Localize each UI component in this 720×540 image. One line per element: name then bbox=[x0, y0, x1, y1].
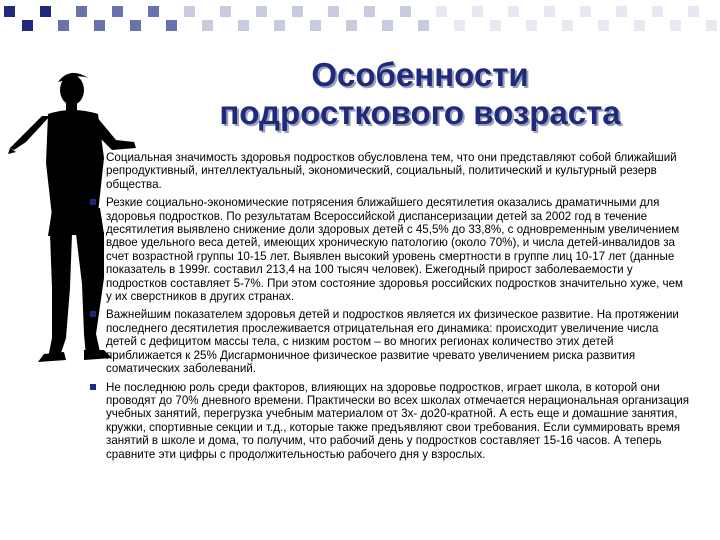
header-square bbox=[346, 20, 357, 31]
header-square bbox=[274, 20, 285, 31]
header-square bbox=[706, 20, 717, 31]
header-square bbox=[490, 20, 501, 31]
header-square bbox=[202, 20, 213, 31]
header-square bbox=[652, 6, 663, 17]
square-bullet-icon bbox=[90, 199, 96, 205]
header-square bbox=[148, 6, 159, 17]
paragraph-text: Важнейшим показателем здоровья детей и подростков является их физическое развитие. На протяжении последнего десятилетия прослеживается отрицательная его динамика: происходит увеличение числа детей с дефицитом массы тела, с низким ростом – во многих регионах количество этих детей приближается к 25% Дисгармоничное физическое развитие чревато увеличением риска развития соматических заболеваний. bbox=[106, 308, 679, 376]
header-square bbox=[40, 6, 51, 17]
header-square bbox=[454, 20, 465, 31]
body-paragraph bbox=[86, 308, 692, 375]
header-square bbox=[166, 20, 177, 31]
header-square bbox=[58, 20, 69, 31]
header-square bbox=[256, 6, 267, 17]
header-square bbox=[472, 6, 483, 17]
header-square bbox=[526, 20, 537, 31]
title-line-2: подросткового возраста bbox=[219, 94, 621, 131]
paragraph-text: Резкие социально-экономические потрясения ближайшего десятилетия оказались драматичными для здоровья подростков. По результатам Всероссийской диспансеризации детей за 2002 год в течение десятилетия выявлено снижение доли здоровых детей с 45,5% до 33,8%, с одновременным увеличением вдвое удельного веса детей, имеющих хроническую патологию (около 70%), и числа детей-инвалидов за счет возрастной группы 10-15 лет. Выявлен высокий уровень смертности в группе лиц 10-17 лет (данные показатель в 1999г. составил 213,4 на 100 тысяч человек). Ежегодный прирост заболеваемости у подростков составляет 5-7%. При этом состояние здоровья российских подростков значительно хуже, чем у их сверстников в других странах. bbox=[106, 196, 684, 304]
header-square bbox=[220, 6, 231, 17]
header-square bbox=[382, 20, 393, 31]
decorative-header-bar bbox=[0, 0, 720, 40]
header-square bbox=[598, 20, 609, 31]
header-square bbox=[94, 20, 105, 31]
body-paragraph bbox=[86, 196, 692, 303]
header-square bbox=[76, 6, 87, 17]
header-square bbox=[364, 6, 375, 17]
header-square bbox=[112, 6, 123, 17]
header-square bbox=[292, 6, 303, 17]
body-text bbox=[86, 151, 692, 466]
header-square bbox=[400, 6, 411, 17]
paragraph-text: Не последнюю роль среди факторов, влияющих на здоровье подростков, играет школа, в которой они проводят до 70% дневного времени. Практически во всех школах отмечается нерациональная организация учебных занятий, перегрузка учебным материалом от 3х- до20-кратной. А есть еще и домашние занятия, кружки, спортивные секции и т.д., которые также предъявляют свои требования. Если суммировать время занятий в школе и дома, то получим, что рабочий день у подростков составляет 15-16 часов. А теперь сравните эти цифры с продолжительностью рабочего дня у взрослых. bbox=[106, 380, 690, 461]
title-line-1: Особенности bbox=[311, 56, 529, 93]
slide-title bbox=[170, 56, 670, 132]
header-square bbox=[634, 20, 645, 31]
header-square bbox=[328, 6, 339, 17]
header-square bbox=[310, 20, 321, 31]
header-square bbox=[130, 20, 141, 31]
header-square bbox=[616, 6, 627, 17]
paragraph-text: Социальная значимость здоровья подростков обусловлена тем, что они представляют собой ближайший репродуктивный, интеллектуальный, экономический, социальный, политический и культурный резерв общества. bbox=[106, 151, 677, 191]
square-bullet-icon bbox=[90, 311, 96, 317]
header-square bbox=[184, 6, 195, 17]
header-square bbox=[670, 20, 681, 31]
body-paragraph bbox=[86, 381, 692, 461]
header-square bbox=[418, 20, 429, 31]
body-paragraph bbox=[86, 151, 692, 191]
header-square bbox=[562, 20, 573, 31]
header-square bbox=[238, 20, 249, 31]
header-square bbox=[436, 6, 447, 17]
square-bullet-icon bbox=[90, 384, 96, 390]
header-square bbox=[688, 6, 699, 17]
header-square bbox=[22, 20, 33, 31]
header-square bbox=[544, 6, 555, 17]
header-square bbox=[4, 6, 15, 17]
header-square bbox=[580, 6, 591, 17]
header-square bbox=[508, 6, 519, 17]
